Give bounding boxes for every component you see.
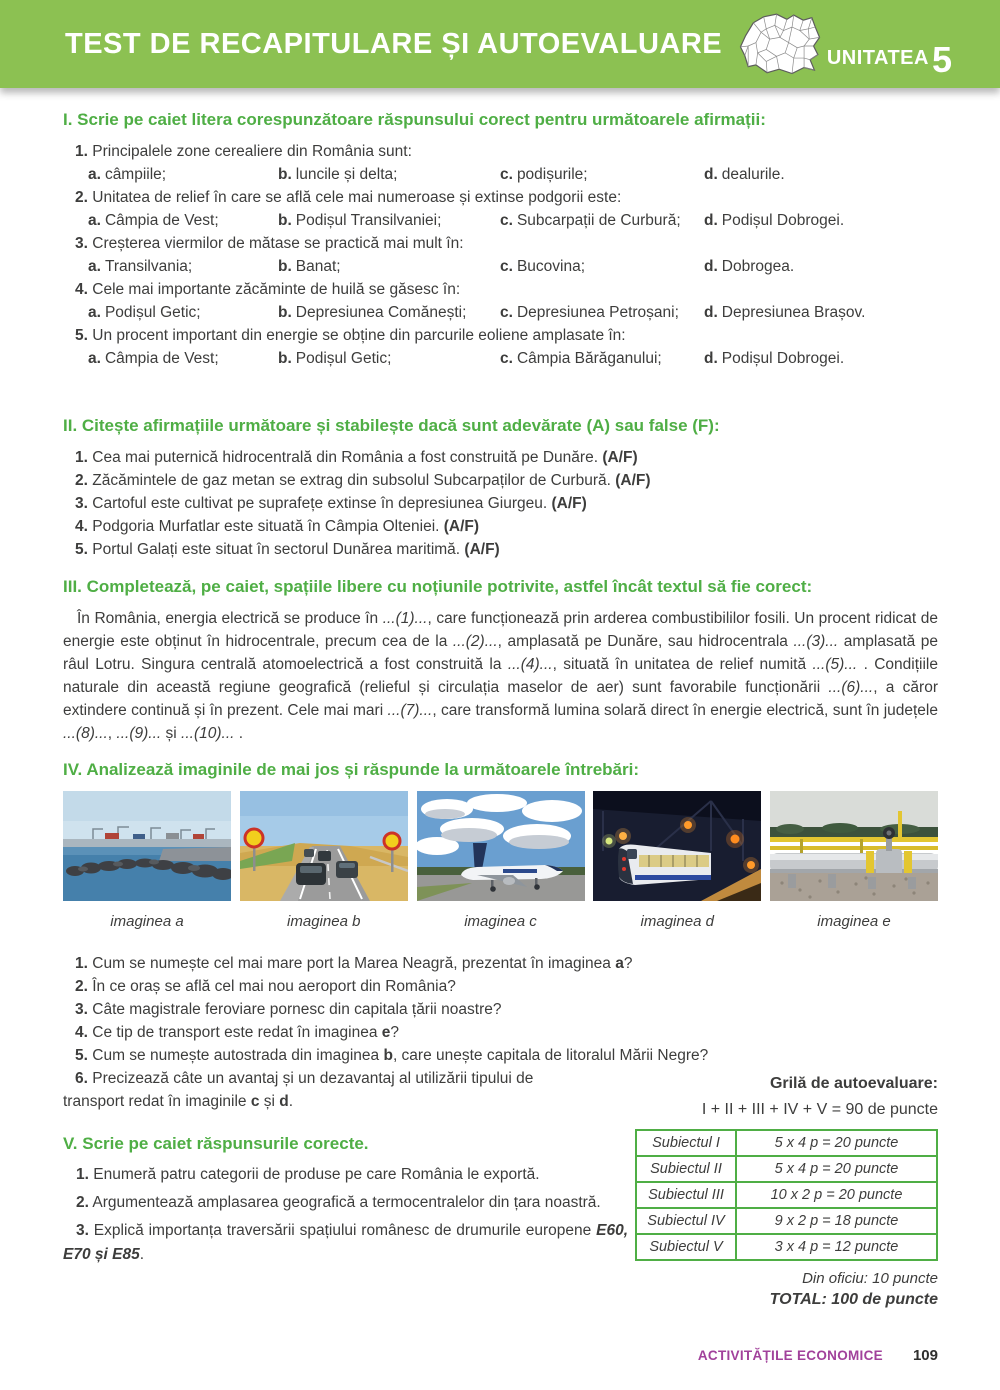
grading-total: TOTAL: 100 de puncte	[769, 1291, 938, 1308]
task-number: 3.	[76, 1222, 89, 1239]
option-letter: c.	[500, 212, 513, 229]
question-text: Cum se numește autostrada din imaginea b, care unește capitala de litoralul Mării Negre?	[92, 1047, 709, 1064]
option	[88, 163, 278, 186]
image-caption: imaginea d	[640, 913, 714, 930]
option-letter: a.	[88, 166, 101, 183]
option-text: Depresiunea Comănești;	[295, 304, 467, 321]
option-letter: c.	[500, 304, 513, 321]
option-text: Podișul Transilvaniei;	[295, 212, 442, 229]
task	[63, 1163, 628, 1187]
options-row	[63, 163, 938, 186]
question	[63, 1044, 938, 1067]
image-caption: imaginea c	[464, 913, 537, 930]
option-text: Podișul Dobrogei.	[721, 350, 845, 367]
photo-port	[63, 791, 231, 901]
option	[704, 347, 938, 370]
photo-airplane	[417, 791, 585, 901]
section2-heading: II. Citește afirmațiile următoare și stabilește dacă sunt adevărate (A) sau false (F):	[63, 416, 720, 435]
section3-heading: III. Completează, pe caiet, spațiile libere cu noțiunile potrivite, astfel încât textul să fie corect:	[63, 577, 813, 596]
option	[704, 301, 938, 324]
option	[500, 209, 704, 232]
option-letter: a.	[88, 350, 101, 367]
grading-subject: Subiectul IV	[636, 1208, 736, 1234]
option-letter: a.	[88, 258, 101, 275]
option-text: Banat;	[295, 258, 341, 275]
option	[500, 347, 704, 370]
question-text: În ce oraș se află cel mai nou aeroport din România?	[92, 978, 456, 995]
statement-text: Portul Galați este situat în sectorul Dunărea maritimă.	[92, 541, 461, 558]
grading-title: Grilă de autoevaluare:	[769, 1075, 938, 1092]
question-number: 4.	[75, 1024, 88, 1041]
chapter-label: ACTIVITĂȚILE ECONOMICE	[697, 1348, 883, 1363]
true-false-mark: (A/F)	[443, 518, 480, 535]
unit-badge	[737, 8, 952, 84]
question	[63, 186, 938, 209]
grading-points: 9 x 2 p = 18 puncte	[736, 1208, 937, 1234]
question-number: 4.	[75, 281, 88, 298]
question-number: 1.	[75, 955, 88, 972]
images-row	[63, 791, 938, 901]
option-text: Subcarpații de Curbură;	[516, 212, 681, 229]
question-number: 5.	[75, 1047, 88, 1064]
unit-number: 5	[931, 39, 952, 80]
question-number: 6.	[75, 1070, 88, 1087]
option-text: Transilvania;	[104, 258, 193, 275]
grading-bonus: Din oficiu: 10 puncte	[802, 1270, 938, 1287]
option	[88, 301, 278, 324]
true-false-mark: (A/F)	[551, 495, 587, 512]
task-number: 1.	[76, 1166, 89, 1183]
table-row	[636, 1234, 937, 1260]
statement-number: 4.	[75, 518, 88, 535]
question-text: Cele mai importante zăcăminte de huilă se găsesc în:	[92, 281, 461, 298]
option-text: Câmpia de Vest;	[104, 212, 219, 229]
option-letter: d.	[704, 350, 718, 367]
option	[88, 347, 278, 370]
section4-questions	[63, 952, 938, 1067]
option-text: Podișul Dobrogei.	[721, 212, 845, 229]
option	[278, 209, 500, 232]
option-text: Câmpia de Vest;	[104, 350, 219, 367]
question-text: Cum se numește cel mai mare port la Marea Neagră, prezentat în imaginea a?	[92, 955, 633, 972]
option-text: Bucovina;	[516, 258, 586, 275]
question-text: Unitatea de relief în care se află cele mai numeroase și extinse podgorii este:	[92, 189, 622, 206]
task-text: Argumentează amplasarea geografică a termocentralelor din țara noastră.	[92, 1194, 601, 1211]
statement	[63, 469, 938, 492]
section1-questions	[63, 140, 938, 370]
option	[88, 209, 278, 232]
section2-items	[63, 446, 938, 561]
section4-heading: IV. Analizează imaginile de mai jos și răspunde la următoarele întrebări:	[63, 760, 639, 779]
question-number: 1.	[75, 143, 88, 160]
table-row	[636, 1208, 937, 1234]
option-letter: b.	[278, 350, 292, 367]
question-continuation: transport redat în imaginile c și d.	[63, 1093, 294, 1110]
question-text: Ce tip de transport este redat în imaginea e?	[92, 1024, 399, 1041]
question	[63, 1067, 628, 1090]
options-row	[63, 347, 938, 370]
page-footer	[698, 1347, 938, 1364]
option-text: Podișul Getic;	[295, 350, 392, 367]
option	[500, 255, 704, 278]
statement-number: 3.	[75, 495, 88, 512]
table-row	[636, 1182, 937, 1208]
options-row	[63, 209, 938, 232]
statement	[63, 538, 938, 561]
task	[63, 1191, 628, 1215]
statement-text: Cartoful este cultivat pe suprafețe extinse în depresiunea Giurgeu.	[92, 495, 548, 512]
question-number: 5.	[75, 327, 88, 344]
option-letter: b.	[278, 304, 292, 321]
question-number: 3.	[75, 235, 88, 252]
option-text: Podișul Getic;	[104, 304, 201, 321]
page-content	[0, 109, 1000, 1309]
option-text: dealurile.	[721, 166, 785, 183]
photo-pipeline	[770, 791, 938, 901]
question-text: Principalele zone cerealiere din România sunt:	[92, 143, 412, 160]
option	[500, 163, 704, 186]
section5-items	[63, 1163, 628, 1267]
page-title: TEST DE RECAPITULARE ȘI AUTOEVALUARE	[65, 27, 723, 60]
option	[704, 163, 938, 186]
option-letter: a.	[88, 304, 101, 321]
image-captions	[63, 913, 938, 930]
option-text: Dobrogea.	[721, 258, 795, 275]
option-letter: c.	[500, 350, 513, 367]
statement	[63, 515, 938, 538]
question-text: Câte magistrale feroviare pornesc din capitala țării noastre?	[92, 1001, 502, 1018]
task-text: Enumeră patru categorii de produse pe care România le exportă.	[93, 1166, 540, 1183]
fill-in-paragraph: În România, energia electrică se produce în ...(1)..., care funcționează prin arderea combustibililor fosili. Un procent ridicat de energie este obținut în hidrocentrale, precum cea de la ...(2)..., amplasată pe Dunăre, sau hidrocentrala ...(3)... amplasată pe râul Lotru. Singura centrală atomoelectrică a fost construită la ...(4)..., situată în unitatea de relief numită ...(5)... . Condițiile naturale din această regiune geografică (relieful și circulația maselor de aer) sunt favorabile funcționării ...(6)..., a căror extindere continuă și în prezent. Cele mai mari ...(7)..., care transformă lumina solară direct în energie electrică, sunt în județele ...(8)..., ...(9)... și ...(10)... .	[63, 610, 938, 742]
option-text: Câmpia Bărăganului;	[516, 350, 662, 367]
grading-subject: Subiectul V	[636, 1234, 736, 1260]
option	[704, 209, 938, 232]
option-letter: b.	[278, 166, 292, 183]
question	[63, 278, 938, 301]
photo-train	[593, 791, 761, 901]
option-letter: c.	[500, 166, 513, 183]
romania-map-icon	[737, 8, 823, 84]
statement-number: 1.	[75, 449, 88, 466]
grading-subject: Subiectul III	[636, 1182, 736, 1208]
statement-number: 5.	[75, 541, 88, 558]
option	[278, 301, 500, 324]
page-number: 109	[912, 1347, 938, 1364]
option-text: luncile și delta;	[295, 166, 398, 183]
option	[88, 255, 278, 278]
table-row	[636, 1130, 937, 1156]
question-number: 2.	[75, 189, 88, 206]
question	[63, 140, 938, 163]
option-letter: d.	[704, 212, 718, 229]
option-letter: a.	[88, 212, 101, 229]
true-false-mark: (A/F)	[615, 472, 651, 489]
option-text: podișurile;	[516, 166, 588, 183]
unit-label: UNITATEA	[826, 47, 929, 69]
option-letter: d.	[704, 258, 718, 275]
photo-highway	[240, 791, 408, 901]
question	[63, 998, 938, 1021]
option-letter: b.	[278, 212, 292, 229]
statement-text: Zăcămintele de gaz metan se extrag din subsolul Subcarpaților de Curbură.	[92, 472, 611, 489]
option	[500, 301, 704, 324]
section1-heading: I. Scrie pe caiet litera corespunzătoare răspunsului corect pentru următoarele afirmații:	[63, 110, 766, 129]
options-row	[63, 255, 938, 278]
section5-heading: V. Scrie pe caiet răspunsurile corecte.	[63, 1134, 369, 1153]
question-text: Precizează câte un avantaj și un dezavantaj al utilizării tipului de	[92, 1070, 534, 1087]
option-letter: b.	[278, 258, 292, 275]
true-false-mark: (A/F)	[602, 449, 638, 466]
question	[63, 232, 938, 255]
image-caption: imaginea a	[110, 913, 184, 930]
grading-subject: Subiectul I	[636, 1130, 736, 1156]
option-letter: c.	[500, 258, 513, 275]
grading-points: 3 x 4 p = 12 puncte	[736, 1234, 937, 1260]
option-text: Depresiunea Brașov.	[721, 304, 866, 321]
task	[63, 1219, 628, 1267]
question	[63, 1021, 938, 1044]
option-text: Depresiunea Petroșani;	[516, 304, 679, 321]
statement	[63, 492, 938, 515]
true-false-mark: (A/F)	[464, 541, 500, 558]
question-number: 3.	[75, 1001, 88, 1018]
question	[63, 975, 938, 998]
table-row	[636, 1156, 937, 1182]
option-letter: d.	[704, 166, 718, 183]
bottom-zone	[63, 1067, 938, 1309]
option	[278, 347, 500, 370]
option	[278, 163, 500, 186]
image-caption: imaginea e	[817, 913, 891, 930]
task-number: 2.	[76, 1194, 89, 1211]
grading-points: 10 x 2 p = 20 puncte	[736, 1182, 937, 1208]
bottom-left-column	[63, 1067, 628, 1309]
option-letter: d.	[704, 304, 718, 321]
statement	[63, 446, 938, 469]
question	[63, 952, 938, 975]
header-banner	[0, 0, 1000, 88]
grading-points: 5 x 4 p = 20 puncte	[736, 1156, 937, 1182]
question-text: Un procent important din energie se obține din parcurile eoliene amplasate în:	[92, 327, 626, 344]
grading-formula: I + II + III + IV + V = 90 de puncte	[701, 1101, 938, 1118]
statement-number: 2.	[75, 472, 88, 489]
grading-subject: Subiectul II	[636, 1156, 736, 1182]
question	[63, 324, 938, 347]
image-caption: imaginea b	[287, 913, 361, 930]
grading-points: 5 x 4 p = 20 puncte	[736, 1130, 937, 1156]
option	[704, 255, 938, 278]
grading-table	[635, 1129, 938, 1261]
statement-text: Podgoria Murfatlar este situată în Câmpia Olteniei.	[92, 518, 440, 535]
task-text: Explică importanța traversării spațiului românesc de drumurile europene E60, E70 și E85.	[63, 1222, 628, 1263]
statement-text: Cea mai puternică hidrocentrală din România a fost construită pe Dunăre.	[92, 449, 598, 466]
question-text: Creșterea viermilor de mătase se practică mai mult în:	[92, 235, 464, 252]
options-row	[63, 301, 938, 324]
option-text: câmpiile;	[104, 166, 167, 183]
question-number: 2.	[75, 978, 88, 995]
grading-panel	[628, 1067, 938, 1309]
option	[278, 255, 500, 278]
